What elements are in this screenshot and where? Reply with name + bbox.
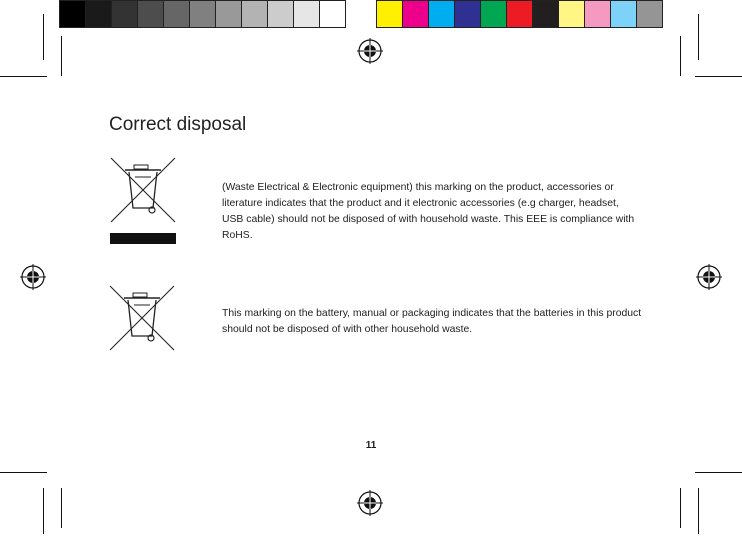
color-swatch [636, 0, 663, 28]
color-swatch [532, 0, 559, 28]
color-swatch [376, 0, 403, 28]
crop-mark-top-right-horizontal [695, 76, 742, 77]
color-swatch [454, 0, 481, 28]
crop-mark-bottom-right-inner [680, 488, 681, 528]
registration-mark-icon [357, 38, 383, 64]
crop-mark-top-left-horizontal [0, 76, 47, 77]
color-calibration-bar [376, 0, 662, 30]
color-swatch [506, 0, 533, 28]
gray-swatch [215, 0, 242, 28]
grayscale-calibration-bar [59, 0, 345, 30]
gray-swatch [319, 0, 346, 28]
weee-disposal-paragraph: (Waste Electrical & Electronic equipment) this marking on the product, accessories or literature indicates that the product and it electronic accessories (e.g charger, headset, USB cable) should not be disposed of with household waste. This EEE is compliance with RoHS. [222, 182, 635, 241]
gray-swatch [163, 0, 190, 28]
battery-crossed-bin-icon [108, 283, 176, 353]
gray-swatch [189, 0, 216, 28]
gray-swatch [137, 0, 164, 28]
registration-mark-icon [696, 264, 722, 290]
gray-swatch [111, 0, 138, 28]
color-swatch [558, 0, 585, 28]
crop-mark-bottom-left-vertical [43, 488, 44, 534]
gray-swatch [85, 0, 112, 28]
crop-mark-bottom-right-vertical [698, 488, 699, 534]
color-swatch [428, 0, 455, 28]
color-swatch [584, 0, 611, 28]
crop-mark-bottom-right-horizontal [695, 472, 742, 473]
page-number: 11 [365, 440, 377, 451]
crop-mark-top-right-vertical [698, 14, 699, 60]
color-swatch [402, 0, 429, 28]
color-swatch [610, 0, 637, 28]
crop-mark-bottom-left-inner [61, 488, 62, 528]
registration-mark-icon [20, 264, 46, 290]
crop-mark-bottom-left-horizontal [0, 472, 47, 473]
gray-swatch [241, 0, 268, 28]
registration-mark-icon [357, 490, 383, 516]
gray-swatch [293, 0, 320, 28]
gray-swatch [59, 0, 86, 28]
gray-swatch [267, 0, 294, 28]
crop-mark-top-right-inner [680, 36, 681, 76]
crop-mark-top-left-inner [61, 36, 62, 76]
page-title: Correct disposal [109, 114, 247, 135]
weee-crossed-bin-icon [109, 155, 177, 245]
battery-disposal-paragraph: This marking on the battery, manual or packaging indicates that the batteries in this product should not be disposed of with other household waste. [222, 308, 642, 335]
color-swatch [480, 0, 507, 28]
crop-mark-top-left-vertical [43, 14, 44, 60]
